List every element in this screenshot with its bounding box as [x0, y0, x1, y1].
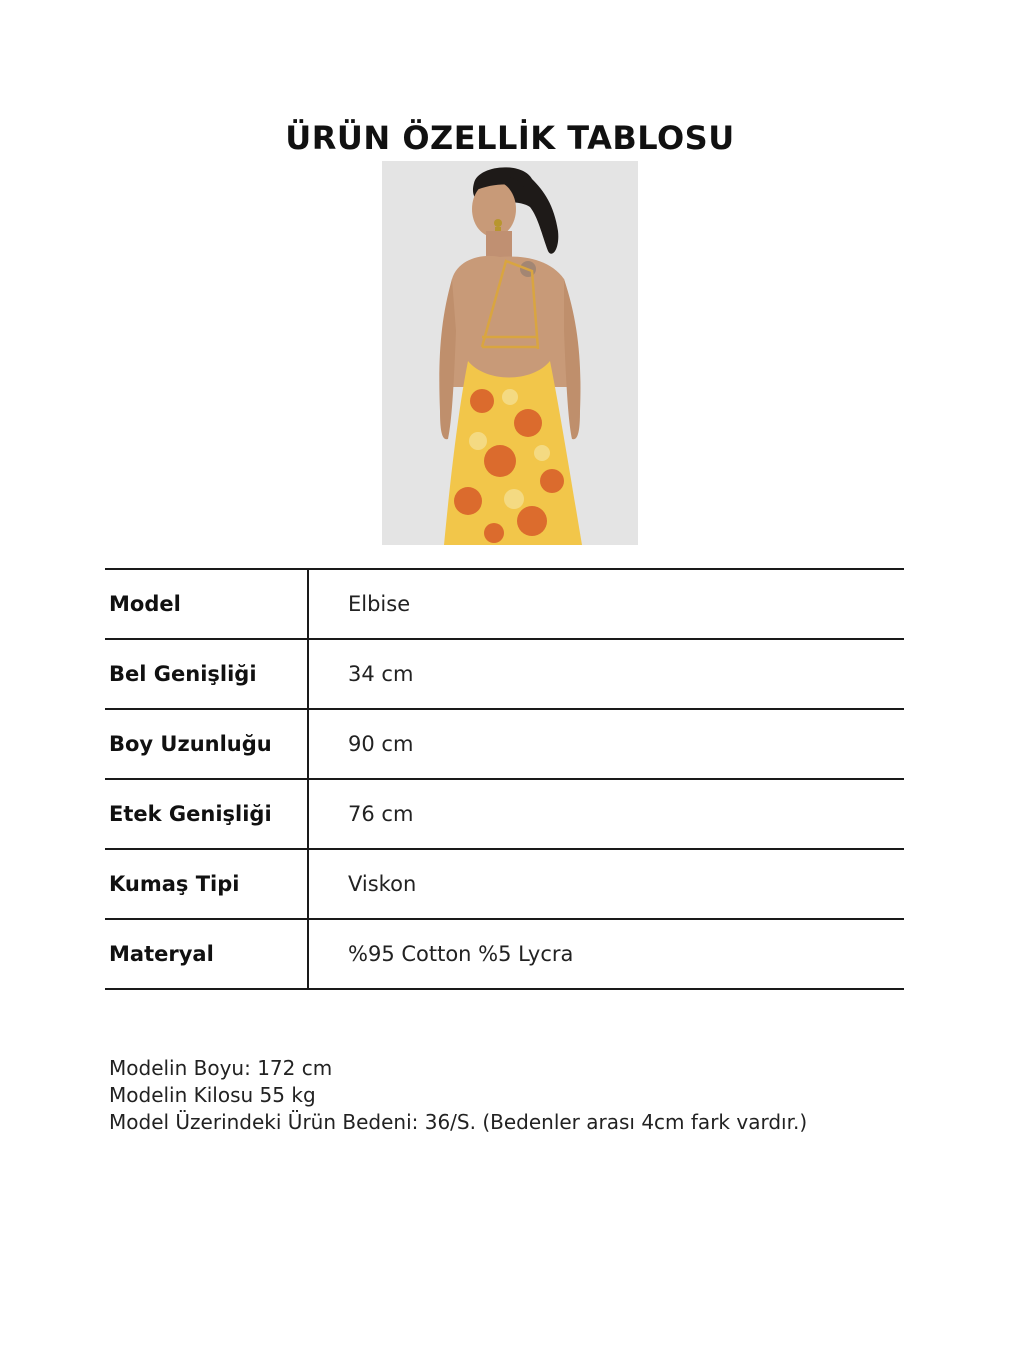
- spec-row-fabric-type: [105, 850, 904, 920]
- model-weight-note: Modelin Kilosu 55 kg: [109, 1083, 316, 1107]
- product-photo: [382, 161, 638, 545]
- spec-value: Viskon: [348, 872, 417, 896]
- spec-row-skirt-width: [105, 780, 904, 850]
- model-notes: [109, 1055, 989, 1136]
- spec-row-length: [105, 710, 904, 780]
- spec-label: Materyal: [109, 942, 214, 966]
- spec-table: [105, 568, 904, 990]
- model-height-note: Modelin Boyu: 172 cm: [109, 1056, 333, 1080]
- spec-row-material: [105, 920, 904, 990]
- spec-value: 90 cm: [348, 732, 414, 756]
- spec-row-waist-width: [105, 640, 904, 710]
- spec-value: 76 cm: [348, 802, 414, 826]
- spec-row-model: [105, 570, 904, 640]
- model-size-note: Model Üzerindeki Ürün Bedeni: 36/S. (Bedenler arası 4cm fark vardır.): [109, 1110, 808, 1134]
- spec-label: Kumaş Tipi: [109, 872, 240, 896]
- spec-label: Bel Genişliği: [109, 662, 257, 686]
- spec-label: Boy Uzunluğu: [109, 732, 272, 756]
- page-title: ÜRÜN ÖZELLİK TABLOSU: [285, 119, 735, 158]
- spec-value: 34 cm: [348, 662, 414, 686]
- spec-label: Etek Genişliği: [109, 802, 272, 826]
- spec-label: Model: [109, 592, 181, 616]
- model-dress-photo-icon: [382, 161, 638, 545]
- spec-value: %95 Cotton %5 Lycra: [348, 942, 574, 966]
- spec-value: Elbise: [348, 592, 411, 616]
